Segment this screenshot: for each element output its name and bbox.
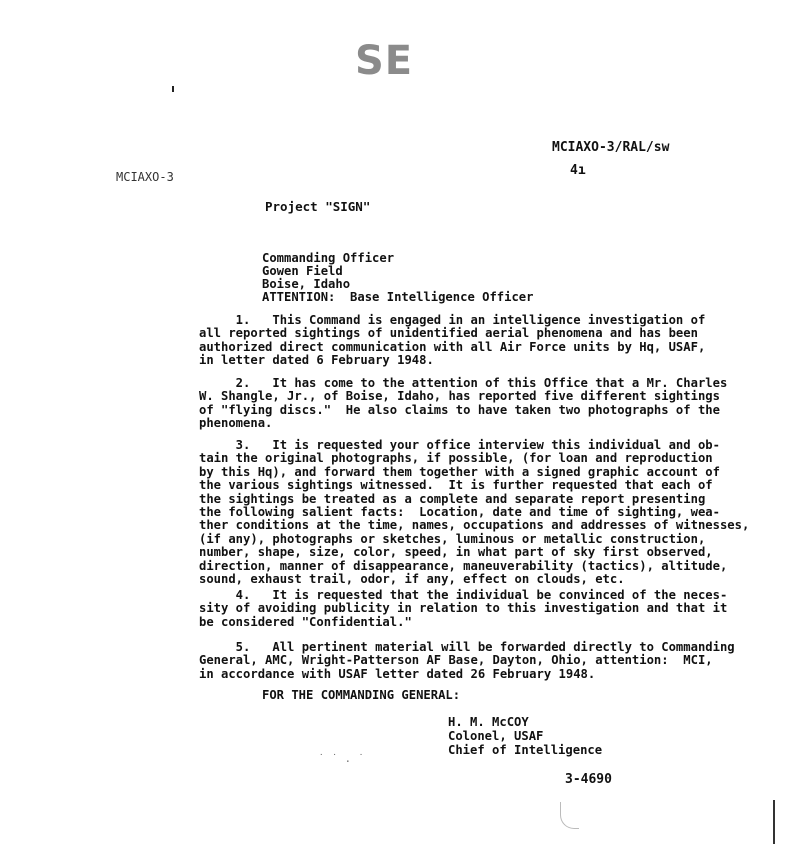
paragraph-4: [199, 589, 727, 629]
paragraph-line: authorized direct communication with all Air Force units by Hq, USAF,: [199, 339, 706, 354]
page-edge-mark: [773, 800, 775, 844]
paragraph-line: 5. All pertinent material will be forwarded directly to Commanding: [199, 640, 735, 654]
paragraph-line: ther conditions at the time, names, occupations and addresses of witnesses,: [199, 518, 750, 533]
paragraph-line: the following salient facts: Location, date and time of sighting, wea-: [199, 505, 720, 520]
addressee-line-1: Commanding Officer: [262, 251, 395, 265]
addressee-line-2: Gowen Field: [262, 264, 343, 278]
paragraph-line: by this Hq), and forward them together with a signed graphic account of: [199, 464, 720, 479]
signature-title: Chief of Intelligence: [448, 743, 603, 757]
paragraph-3: [199, 439, 749, 586]
ink-mark: [172, 86, 174, 92]
paragraph-1: [199, 314, 705, 368]
paragraph-2: [199, 377, 727, 431]
attention-line: ATTENTION: Base Intelligence Officer: [262, 290, 534, 304]
folio-number: 4ı: [570, 163, 586, 178]
paragraph-line: in letter dated 6 February 1948.: [199, 353, 434, 368]
signature-name: H. M. McCOY: [448, 715, 529, 729]
paragraph-line: 2. It has come to the attention of this Office that a Mr. Charles: [199, 376, 728, 390]
paragraph-line: (if any), photographs or sketches, luminous or metallic construction,: [199, 531, 706, 546]
reference-number-left: MCIAXO-3: [116, 170, 174, 184]
faint-stamp-mark: ˙ ˙ . ˙: [318, 752, 365, 765]
paragraph-line: General, AMC, Wright-Patterson AF Base, Dayton, Ohio, attention: MCI,: [199, 653, 713, 668]
paragraph-line: sity of avoiding publicity in relation to this investigation and that it: [199, 601, 728, 616]
typist-initials: 3-4690: [565, 772, 612, 787]
subject-line: Project "SIGN": [265, 199, 371, 214]
paragraph-line: of "flying discs." He also claims to have taken two photographs of the: [199, 402, 720, 417]
reference-number-right: MCIAXO-3/RAL/sw: [552, 140, 670, 155]
paragraph-line: phenomena.: [199, 416, 273, 431]
paragraph-line: 1. This Command is engaged in an intelligence investigation of: [199, 313, 706, 327]
paragraph-line: 3. It is requested your office interview this individual and ob-: [199, 438, 720, 452]
paragraph-line: the sightings be treated as a complete and separate report presenting: [199, 491, 706, 506]
paragraph-line: in accordance with USAF letter dated 26 February 1948.: [199, 666, 596, 681]
paragraph-5: [199, 641, 735, 681]
paragraph-line: the various sightings witnessed. It is further requested that each of: [199, 478, 713, 493]
paragraph-line: sound, exhaust trail, odor, if any, effect on clouds, etc.: [199, 572, 625, 587]
addressee-line-3: Boise, Idaho: [262, 277, 351, 291]
classification-stamp: SE: [355, 38, 414, 84]
paragraph-line: W. Shangle, Jr., of Boise, Idaho, has reported five different sightings: [199, 389, 720, 404]
paragraph-line: 4. It is requested that the individual be convinced of the neces-: [199, 588, 728, 602]
closing-line: FOR THE COMMANDING GENERAL:: [262, 688, 461, 702]
paragraph-line: be considered "Confidential.": [199, 614, 412, 629]
paragraph-line: number, shape, size, color, speed, in what part of sky first observed,: [199, 545, 713, 560]
paper-curl-mark: [560, 802, 579, 829]
signature-rank: Colonel, USAF: [448, 729, 544, 743]
paragraph-line: tain the original photographs, if possible, (for loan and reproduction: [199, 451, 713, 466]
paragraph-line: direction, manner of disappearance, maneuverability (tactics), altitude,: [199, 558, 728, 573]
paragraph-line: all reported sightings of unidentified aerial phenomena and has been: [199, 326, 698, 341]
